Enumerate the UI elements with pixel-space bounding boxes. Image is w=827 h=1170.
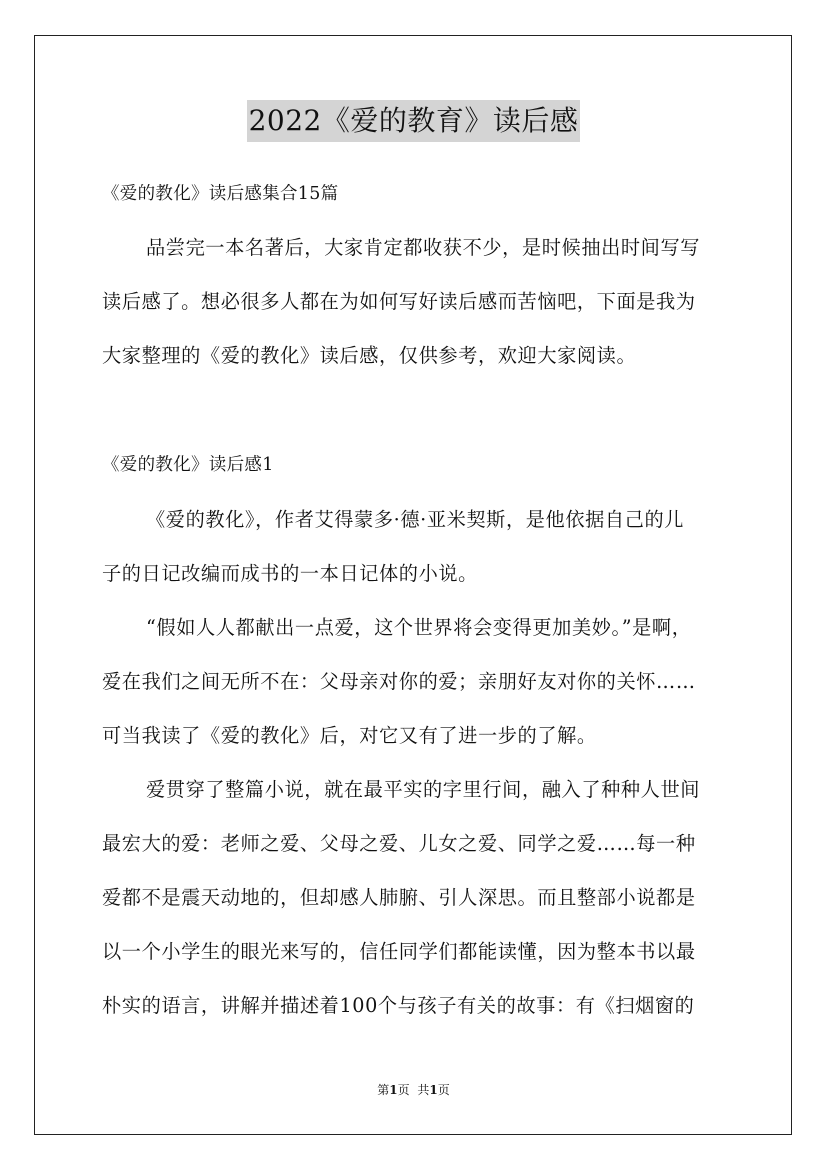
paragraph-line: 以一个小学生的眼光来写的，信任同学们都能读懂，因为整本书以最 — [102, 940, 696, 963]
intro-line: 读后感了。想必很多人都在为如何写好读后感而苦恼吧，下面是我为 — [102, 290, 696, 313]
paragraph-line: 可当我读了《爱的教化》后，对它又有了进一步的了解。 — [102, 724, 597, 747]
section-heading: 《爱的教化》读后感1 — [102, 455, 274, 475]
paragraph-line: 《爱的教化》，作者艾得蒙多·德·亚米契斯，是他依据自己的儿 — [146, 508, 685, 531]
paragraph-line: “假如人人都献出一点爱，这个世界将会变得更加美妙。”是啊， — [146, 616, 692, 639]
document-subtitle: 《爱的教化》读后感集合15篇 — [102, 184, 339, 204]
paragraph-line: 爱都不是震天动地的，但却感人肺腑、引人深思。而且整部小说都是 — [102, 886, 696, 909]
page-footer — [0, 1082, 827, 1098]
page-number: 1 — [389, 1083, 398, 1097]
title-container — [0, 100, 827, 142]
total-suffix: 页 — [437, 1083, 450, 1097]
paragraph-line: 最宏大的爱：老师之爱、父母之爱、儿女之爱、同学之爱……每一种 — [102, 832, 696, 855]
paragraph-line: 子的日记改编而成书的一本日记体的小说。 — [102, 562, 478, 585]
document-title: 2022《爱的教育》读后感 — [247, 100, 581, 142]
paragraph-line: 朴实的语言，讲解并描述着100个与孩子有关的故事：有《扫烟窗的 — [102, 994, 695, 1017]
total-prefix: 共 — [417, 1083, 430, 1097]
page-suffix: 页 — [397, 1083, 410, 1097]
intro-line: 品尝完一本名著后，大家肯定都收获不少，是时候抽出时间写写 — [146, 236, 701, 259]
intro-line: 大家整理的《爱的教化》读后感，仅供参考，欢迎大家阅读。 — [102, 344, 637, 367]
paragraph-line: 爱贯穿了整篇小说，就在最平实的字里行间，融入了种种人世间 — [146, 778, 701, 801]
paragraph-line: 爱在我们之间无所不在：父母亲对你的爱；亲朋好友对你的关怀…… — [102, 670, 696, 693]
page-total: 1 — [429, 1083, 438, 1097]
page-prefix: 第 — [377, 1083, 390, 1097]
